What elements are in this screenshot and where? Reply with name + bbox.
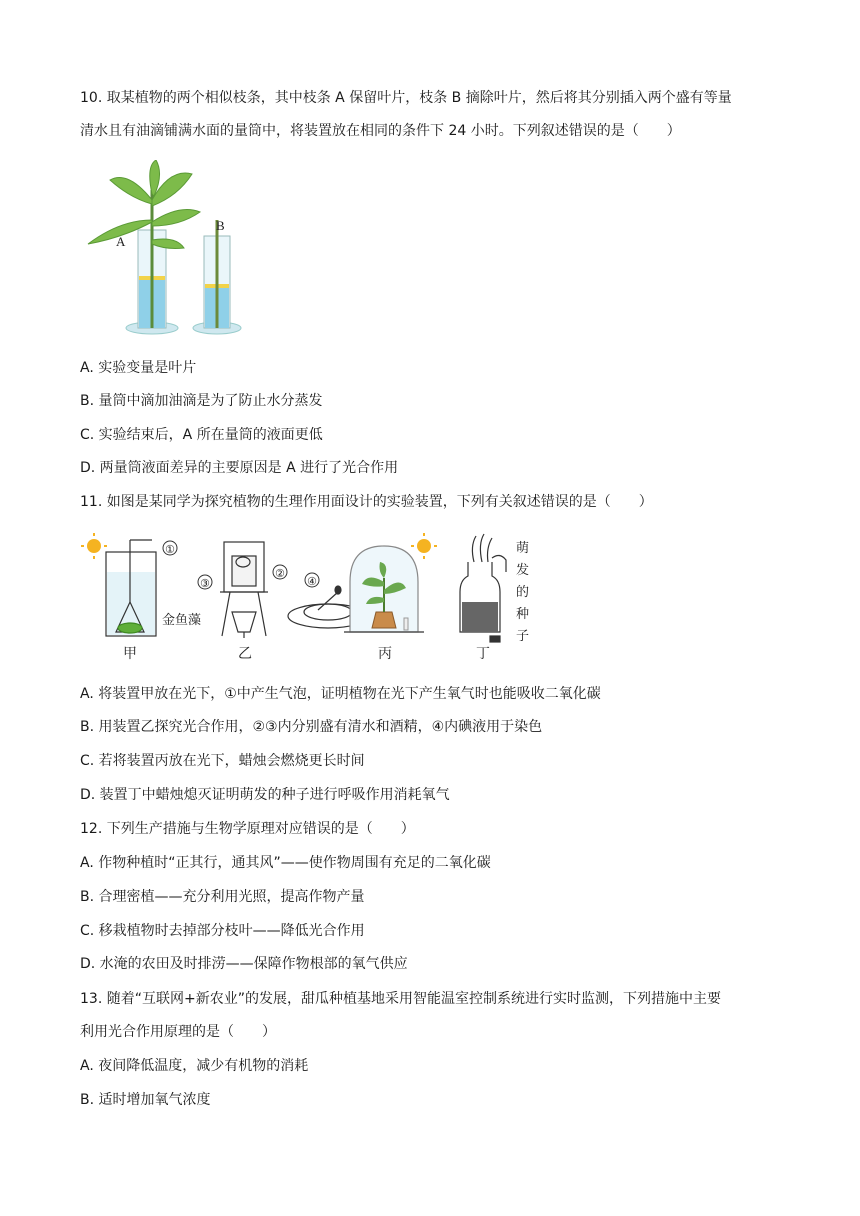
apparatus-yi (220, 542, 268, 638)
label-bing: 丙 (378, 646, 392, 662)
q10-option-d: D. 两量筒液面差异的主要原因是 A 进行了光合作用 (80, 460, 399, 476)
label-n2: ② (275, 567, 285, 580)
q10-option-b: B. 量筒中滴加油滴是为了防止水分蒸发 (80, 393, 323, 409)
q13-option-b: B. 适时增加氧气浓度 (80, 1092, 211, 1108)
q11-stem: 11. 如图是某同学为探究植物的生理作用面设计的实验装置，下列有关叙述错误的是（ ） (80, 494, 653, 510)
label-seed-1: 萌 (516, 541, 530, 556)
label-seed-2: 发 (516, 563, 530, 578)
q10-stem-line2: 清水且有油滴铺满水面的量筒中，将装置放在相同的条件下 24 小时。下列叙述错误的是（ ） (80, 123, 681, 139)
label-n3: ③ (200, 577, 210, 590)
q12-option-d: D. 水淹的农田及时排涝——保障作物根部的氧气供应 (80, 956, 408, 972)
q12-option-c: C. 移栽植物时去掉部分枝叶——降低光合作用 (80, 923, 365, 939)
label-n4: ④ (307, 575, 317, 588)
label-b: B (216, 218, 225, 233)
q11-option-d: D. 装置丁中蜡烛熄灭证明萌发的种子进行呼吸作用消耗氧气 (80, 787, 450, 803)
q11-option-a: A. 将装置甲放在光下，①中产生气泡，证明植物在光下产生氧气时也能吸收二氧化碳 (80, 686, 601, 702)
apparatus-jia (106, 540, 156, 636)
q12-stem: 12. 下列生产措施与生物学原理对应错误的是（ ） (80, 821, 415, 837)
label-jia: 甲 (123, 646, 137, 662)
apparatus-ding (460, 534, 506, 642)
label-seed-5: 子 (516, 629, 530, 644)
sun-icon (411, 533, 437, 559)
q10-stem-line1: 10. 取某植物的两个相似枝条，其中枝条 A 保留叶片，枝条 B 摘除叶片，然后将其分别插入两个盛有等量 (80, 90, 732, 106)
q10-option-a: A. 实验变量是叶片 (80, 360, 197, 376)
label-ding: 丁 (476, 646, 490, 662)
q12-option-a: A. 作物种植时“正其行，通其风”——使作物周围有充足的二氧化碳 (80, 855, 491, 871)
label-yi: 乙 (238, 646, 252, 662)
q11-figure-apparatus (80, 532, 540, 664)
q12-option-b: B. 合理密植——充分利用光照，提高作物产量 (80, 889, 365, 905)
label-goldfish-weed: 金鱼藻 (162, 613, 202, 628)
sun-icon (81, 533, 107, 559)
label-a: A (116, 234, 126, 249)
label-seed-4: 种 (516, 607, 530, 622)
q13-option-a: A. 夜间降低温度，减少有机物的消耗 (80, 1058, 309, 1074)
label-seed-3: 的 (516, 585, 530, 600)
q10-option-c: C. 实验结束后，A 所在量筒的液面更低 (80, 427, 323, 443)
q13-stem-line1: 13. 随着“互联网+新农业”的发展，甜瓜种植基地采用智能温室控制系统进行实时监测，下列措施中主要 (80, 991, 721, 1007)
label-n1: ① (165, 543, 175, 556)
q11-option-b: B. 用装置乙探究光合作用，②③内分别盛有清水和酒精，④内碘液用于染色 (80, 719, 543, 735)
q10-figure-plant-cuttings (80, 160, 260, 338)
q11-option-c: C. 若将装置丙放在光下，蜡烛会燃烧更长时间 (80, 753, 365, 769)
q13-stem-line2: 利用光合作用原理的是（ ） (80, 1024, 276, 1040)
apparatus-bing (344, 546, 424, 632)
